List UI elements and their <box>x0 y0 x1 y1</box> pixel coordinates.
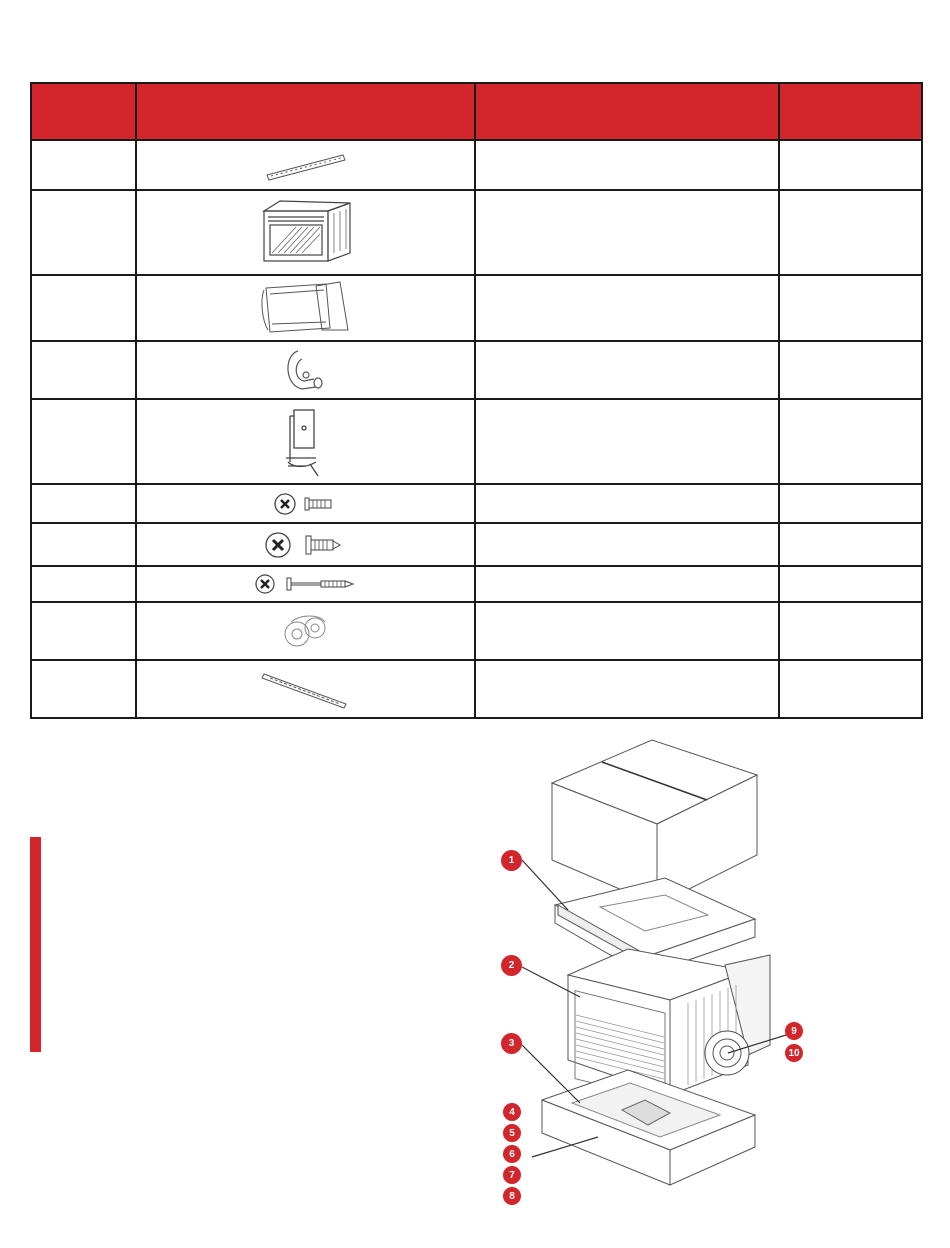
callout-6: 6 <box>503 1145 521 1163</box>
part-number-cell <box>31 341 136 399</box>
illustration-cell <box>136 523 475 566</box>
air-conditioner-unit-icon <box>256 197 356 269</box>
illustration-cell <box>136 140 475 190</box>
table-row <box>31 523 922 566</box>
part-name-cell <box>475 140 779 190</box>
table-row <box>31 484 922 523</box>
callout-8: 8 <box>503 1187 521 1205</box>
part-name-cell <box>475 341 779 399</box>
table-row <box>31 660 922 718</box>
header-part-name <box>475 83 779 140</box>
table-row <box>31 190 922 275</box>
part-name-cell <box>475 275 779 341</box>
support-bracket-icon <box>276 404 336 480</box>
illustration-cell <box>136 660 475 718</box>
part-number-cell <box>31 566 136 602</box>
part-name-cell <box>475 566 779 602</box>
part-name-cell <box>475 399 779 484</box>
drain-elbow-icon <box>276 345 336 395</box>
callout-3: 3 <box>501 1033 522 1054</box>
table-row <box>31 566 922 602</box>
quantity-cell <box>779 140 922 190</box>
illustration-cell <box>136 484 475 523</box>
top-rail-icon <box>261 145 351 185</box>
callout-5: 5 <box>503 1124 521 1142</box>
section-accent-bar <box>30 837 41 1052</box>
table-row <box>31 399 922 484</box>
illustration-cell <box>136 190 475 275</box>
callout-9: 9 <box>785 1022 803 1040</box>
medium-screw-icon <box>256 528 356 562</box>
part-name-cell <box>475 484 779 523</box>
parts-table <box>30 82 923 719</box>
quantity-cell <box>779 399 922 484</box>
foam-seal-roll-icon <box>271 608 341 654</box>
illustration-cell <box>136 602 475 660</box>
table-row <box>31 602 922 660</box>
quantity-cell <box>779 341 922 399</box>
callout-10: 10 <box>785 1044 803 1062</box>
callout-1: 1 <box>501 850 522 871</box>
long-screw-icon <box>251 570 361 598</box>
part-number-cell <box>31 140 136 190</box>
part-name-cell <box>475 602 779 660</box>
header-illustration <box>136 83 475 140</box>
quantity-cell <box>779 660 922 718</box>
callout-7: 7 <box>503 1166 521 1184</box>
packaging-exploded-diagram <box>480 735 840 1215</box>
side-curtain-panels-icon <box>256 280 356 336</box>
part-name-cell <box>475 660 779 718</box>
part-number-cell <box>31 660 136 718</box>
illustration-cell <box>136 566 475 602</box>
exploded-view-illustration <box>480 735 840 1215</box>
part-number-cell <box>31 399 136 484</box>
callout-4: 4 <box>503 1103 521 1121</box>
quantity-cell <box>779 566 922 602</box>
foam-strip-icon <box>256 664 356 714</box>
illustration-cell <box>136 275 475 341</box>
part-name-cell <box>475 190 779 275</box>
header-part-number <box>31 83 136 140</box>
table-row <box>31 140 922 190</box>
illustration-cell <box>136 399 475 484</box>
illustration-cell <box>136 341 475 399</box>
part-number-cell <box>31 484 136 523</box>
header-quantity <box>779 83 922 140</box>
table-header <box>31 83 922 140</box>
part-number-cell <box>31 275 136 341</box>
quantity-cell <box>779 602 922 660</box>
table-row <box>31 275 922 341</box>
callout-2: 2 <box>501 955 522 976</box>
quantity-cell <box>779 275 922 341</box>
part-number-cell <box>31 602 136 660</box>
short-screw-icon <box>261 489 351 519</box>
part-name-cell <box>475 523 779 566</box>
part-number-cell <box>31 523 136 566</box>
part-number-cell <box>31 190 136 275</box>
quantity-cell <box>779 190 922 275</box>
quantity-cell <box>779 523 922 566</box>
table-row <box>31 341 922 399</box>
quantity-cell <box>779 484 922 523</box>
